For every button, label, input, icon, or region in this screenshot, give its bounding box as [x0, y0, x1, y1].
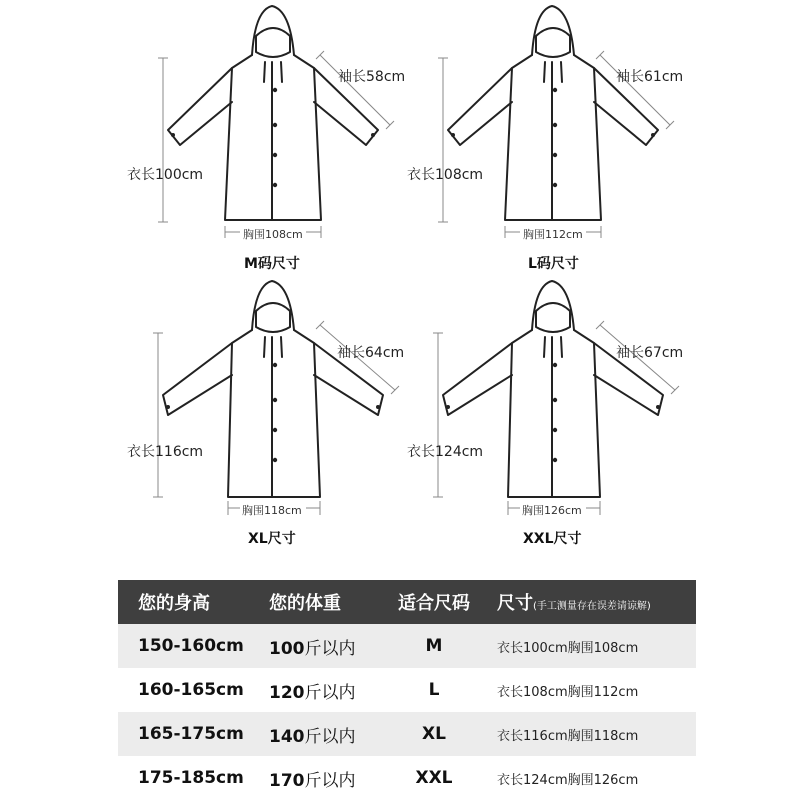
- header-height: 您的身高: [138, 593, 210, 614]
- dims-cell: 衣长124cm胸围126cm: [497, 772, 639, 788]
- size-table: [118, 580, 696, 800]
- size-cell: XL: [422, 724, 446, 744]
- weight-cell: [255, 766, 375, 791]
- coat-length-label: 衣长100cm: [127, 167, 204, 183]
- header-dims-label: 尺寸: [497, 593, 533, 614]
- coat-length-label: 衣长108cm: [407, 167, 484, 183]
- dims-cell: 衣长108cm胸围112cm: [497, 684, 639, 700]
- dims-cell: 衣长116cm胸围118cm: [497, 728, 639, 744]
- weight-unit: 斤以内: [304, 770, 356, 791]
- chest-label: 胸围126cm: [522, 504, 582, 517]
- size-title: M码尺寸: [244, 256, 300, 272]
- size-title: XXL尺寸: [523, 531, 582, 547]
- header-size: 适合尺码: [398, 593, 470, 614]
- sleeve-length-label: 袖长61cm: [616, 69, 684, 85]
- header-dims: [493, 589, 696, 615]
- chest-label: 胸围118cm: [242, 504, 302, 517]
- raincoat-illustration: [280, 0, 680, 285]
- weight-cell: [255, 722, 375, 747]
- table-row: [118, 756, 696, 800]
- header-weight: 您的体重: [269, 593, 341, 614]
- chest-label: 胸围108cm: [243, 228, 303, 241]
- weight-cell: [255, 634, 375, 659]
- height-cell: 165-175cm: [138, 724, 244, 744]
- size-panel-xxl: [280, 275, 684, 560]
- coat-length-label: 衣长124cm: [407, 444, 484, 460]
- weight-unit: 斤以内: [304, 682, 356, 703]
- table-row: [118, 712, 696, 756]
- size-cell: XXL: [415, 768, 453, 788]
- size-cell: M: [425, 636, 443, 656]
- sleeve-length-label: 袖长58cm: [338, 69, 406, 85]
- table-header: [118, 580, 696, 624]
- coat-length-label: 衣长116cm: [127, 444, 204, 460]
- header-dims-note: (手工测量存在误差请谅解): [533, 601, 651, 612]
- table-row: [118, 668, 696, 712]
- height-cell: 150-160cm: [138, 636, 244, 656]
- size-cell: L: [428, 680, 440, 700]
- weight-cell: [255, 678, 375, 703]
- height-cell: 175-185cm: [138, 768, 244, 788]
- weight-unit: 斤以内: [304, 638, 356, 659]
- height-cell: 160-165cm: [138, 680, 244, 700]
- table-row: [118, 624, 696, 668]
- weight-number: 120: [269, 682, 305, 703]
- weight-unit: 斤以内: [304, 726, 356, 747]
- chest-label: 胸围112cm: [523, 228, 583, 241]
- weight-number: 170: [269, 770, 305, 791]
- raincoat-illustration: [280, 275, 680, 560]
- size-title: XL尺寸: [248, 531, 296, 547]
- size-panel-l: [280, 0, 684, 285]
- weight-number: 140: [269, 726, 305, 747]
- dims-cell: 衣长100cm胸围108cm: [497, 640, 639, 656]
- sleeve-length-label: 袖长64cm: [337, 345, 405, 361]
- weight-number: 100: [269, 638, 305, 659]
- size-title: L码尺寸: [528, 256, 579, 272]
- sleeve-length-label: 袖长67cm: [616, 345, 684, 361]
